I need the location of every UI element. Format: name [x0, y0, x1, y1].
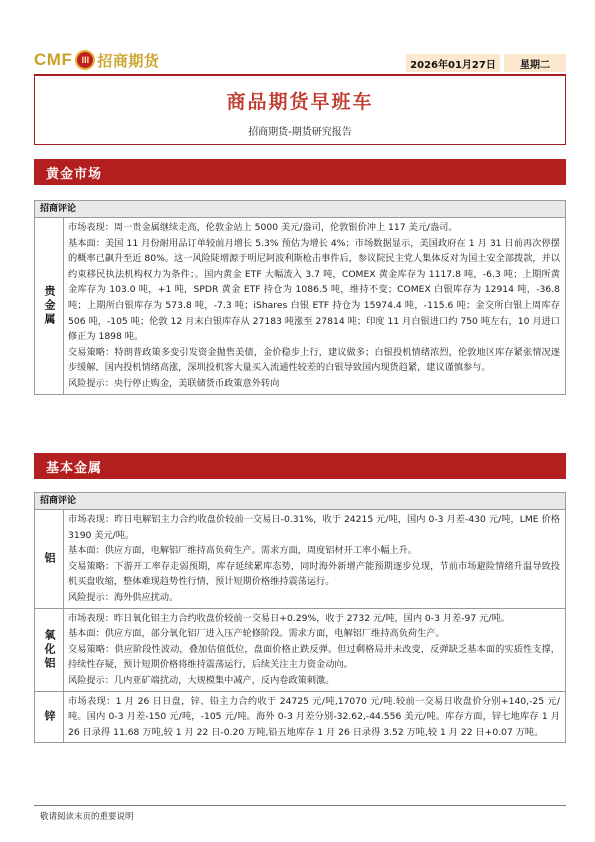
section-bar-base-metals [34, 453, 566, 479]
logo-mark-icon: III [75, 50, 95, 70]
table-row [35, 218, 565, 394]
logo-text-cn: 招商期货 [97, 51, 160, 70]
section-bar-gold [34, 159, 566, 185]
market-performance-text: 市场表现：1 月 26 日日盘，锌、铅主力合约收于 24725 元/吨,17070 元/吨.较前一交易日收盘价分别+140,-25 元/吨。国内 0-3 月差-150 元/吨，-105 元/吨。海外 0-3 月差分别-32.62,-44.556 美元/吨。库存方面，锌七地库存 1 月 26 日录得 11.68 万吨,较 1 月 22 日-0.20 万吨,铅五地库存 1 月 26 日录得 3.52 万吨,较 1 月 22 日+0.07 万吨。 [68, 695, 560, 738]
category-label: 铝 [43, 551, 56, 566]
title-box [34, 76, 566, 145]
fundamentals-text: 基本面：美国 11 月份耐用品订单较前月增长 5.3% 预估为增长 4%；市场数据显示，美国政府在 1 月 31 日前再次停摆的概率已飙升至近 80%。这一风险陡增源于明尼阿波利斯枪击事件后，参议院民主党人集体反对为国土安全部拨款，并以约束移民执法机构权力为条件；。国内黄金 ETF 大幅流入 3.7 吨，COMEX 黄金库存为 1117.8 吨，-6.3 吨；上期所黄金库存为 103.0 吨，+1 吨，SPDR 黄金 ETF 持仓为 1086.5 吨，维持不变；COMEX 白银库存为 12914 吨，-36.8 吨；上期所白银库存为 573.8 吨，-7.3 吨；iShares 白银 ETF 持仓为 15974.4 吨，-115.6 吨；金交所白银上周库存 506 吨，-105 吨；伦敦 12 月末白银库存从 27183 吨涨至 27814 吨；印度 11 月白银进口约 750 吨左右，10 月进口修正为 1898 吨。 [68, 237, 560, 343]
row-content [64, 218, 565, 394]
row-content [64, 609, 565, 691]
risk-warning-text: 风险提示：海外供应扰动。 [68, 591, 179, 603]
table-row [35, 510, 565, 609]
category-label: 贵金属 [43, 284, 56, 327]
category-label: 锌 [43, 709, 56, 724]
logo-text-en: CMF [34, 50, 73, 69]
page-header [34, 48, 566, 72]
market-performance-text: 市场表现：昨日氧化铝主力合约收盘价较前一交易日+0.29%，收于 2732 元/吨，国内 0-3 月差-97 元/吨。 [68, 612, 510, 624]
row-content [64, 510, 565, 608]
fundamentals-text: 基本面：供应方面，部分氧化铝厂进入压产轮修阶段。需求方面，电解铝厂维持高负荷生产。 [68, 628, 445, 640]
report-weekday: 星期二 [504, 54, 566, 72]
market-performance-text: 市场表现：周一贵金属继续走高，伦敦金站上 5000 美元/盎司，伦敦银价冲上 117 美元/盎司。 [68, 222, 458, 233]
company-logo [34, 48, 159, 72]
row-category [35, 218, 64, 394]
commentary-table-base-metals [34, 492, 566, 743]
section-title: 基本金属 [46, 461, 103, 476]
trading-strategy-text: 交易策略：特朗普政策多变引发资金抛售美债，金价稳步上行，建议做多；白银投机情绪浓烈，伦敦地区库存紧张情况逐步缓解，国内投机情绪高涨，深圳投机客大量买入流通性较差的白银导致国内现货趋紧，建议谨慎参与。 [68, 346, 560, 374]
row-category [35, 510, 64, 608]
page-subtitle: 招商期货-期货研究报告 [248, 127, 352, 138]
table-row [35, 692, 565, 743]
row-category [35, 692, 64, 743]
risk-warning-text: 风险提示：几内亚矿端扰动，大规模集中减产，反内卷政策刺激。 [68, 674, 335, 686]
row-category [35, 609, 64, 691]
category-label: 氧化铝 [43, 628, 56, 671]
risk-warning-text: 风险提示：央行停止购金，美联储货币政策意外转向 [68, 377, 280, 389]
footer-divider [34, 805, 566, 806]
row-content [64, 692, 565, 743]
commentary-table-gold [34, 200, 566, 395]
table-row [35, 609, 565, 692]
section-title: 黄金市场 [46, 167, 103, 182]
table-header: 招商评论 [35, 493, 565, 510]
trading-strategy-text: 交易策略：供应阶段性波动，叠加估值低位，盘面价格止跌反弹。但过剩格局并未改变，反弹缺乏基本面的实质性支撑，持续性存疑，预计短期价格将维持震荡运行，后续关注主力资金动向。 [68, 643, 560, 671]
report-date: 2026年01月27日 [406, 54, 500, 72]
page-title: 商品期货早班车 [226, 91, 374, 113]
fundamentals-text: 基本面：供应方面，电解铝厂维持高负荷生产。需求方面，周度铝材开工率小幅上升。 [68, 545, 418, 557]
trading-strategy-text: 交易策略：下游开工率存走弱预期，库存延续累库态势，同时海外新增产能预期逐步兑现，节前市场避险情绪升温导致投机买盘收缩，整体难现趋势性行情，预计短期价格维持震荡运行。 [68, 560, 560, 588]
footer-disclaimer-note: 敬请阅读末页的重要说明 [40, 812, 134, 822]
table-header: 招商评论 [35, 201, 565, 218]
market-performance-text: 市场表现：昨日电解铝主力合约收盘价较前一交易日-0.31%，收于 24215 元/吨，国内 0-3 月差-430 元/吨，LME 价格 3190 美元/吨。 [68, 514, 560, 541]
